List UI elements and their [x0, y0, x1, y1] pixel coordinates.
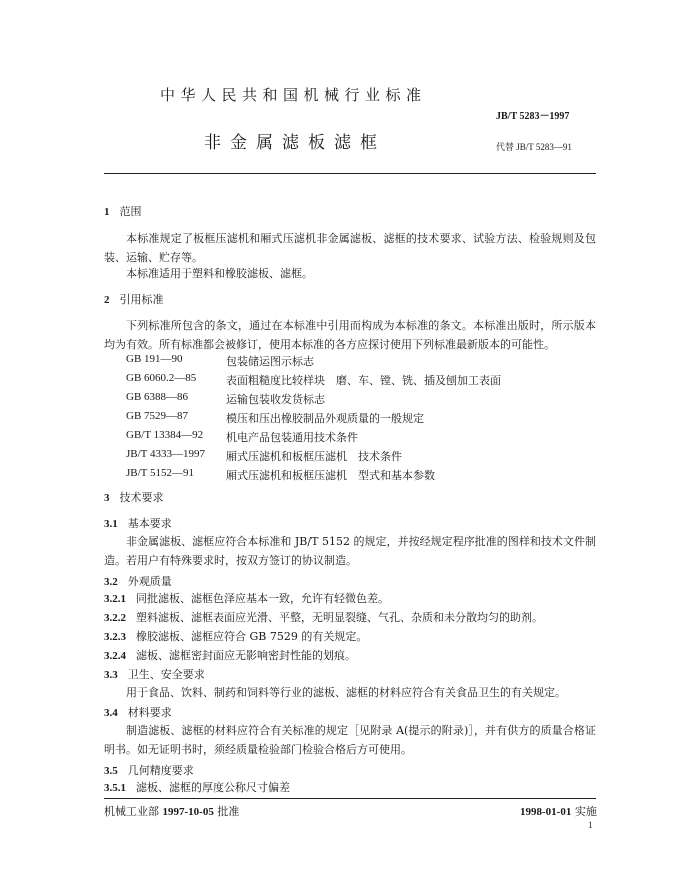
section-2-paragraph-1: 下列标准所包含的条文，通过在本标准中引用而构成为本标准的条文。本标准出版时，所示版本均为有效。所有标准都会被修订，使用本标准的各方应探讨使用下列标准最新版本的可能性。: [104, 319, 596, 351]
clause-number: 3.2.1: [104, 593, 126, 605]
clause-text: 滤板、滤框的厚度公称尺寸偏差: [136, 781, 290, 794]
issuer: 机械工业部: [104, 805, 159, 818]
ref-code-1: GB 191—90: [126, 353, 183, 365]
section-title: 范围: [119, 205, 142, 218]
ref-title-2: 表面粗糙度比较样块 磨、车、镗、铣、插及刨加工表面: [226, 374, 501, 387]
section-3-2-heading: [104, 573, 172, 589]
section-1-heading: [104, 203, 142, 219]
section-title: 几何精度要求: [127, 764, 194, 777]
approval-line: [104, 803, 239, 819]
section-number: 3.2: [104, 576, 118, 588]
section-3-3-heading: [104, 666, 205, 682]
clause-number: 3.2.2: [104, 612, 126, 624]
section-title: 材料要求: [127, 706, 172, 719]
effective-line: [520, 803, 597, 819]
clause-3-2-3: [104, 628, 367, 644]
header-divider: [104, 173, 596, 174]
section-3-4-heading: [104, 704, 172, 720]
section-number: 2: [104, 294, 110, 306]
effective-label: 实施: [574, 805, 597, 818]
ref-code-3: GB 6388—86: [126, 391, 189, 403]
section-number: 3.4: [104, 707, 118, 719]
clause-3-2-1: [104, 590, 389, 606]
section-3-1-paragraph: 非金属滤板、滤框应符合本标准和 JB/T 5152 的规定，并按经规定程序批准的图样和技术文件制造。若用户有特殊要求时，按双方签订的协议制造。: [104, 535, 596, 567]
section-title: 基本要求: [127, 517, 172, 530]
ref-title-7: 厢式压滤机和板框压滤机 型式和基本参数: [226, 469, 435, 482]
clause-3-2-2: [104, 609, 543, 625]
ref-title-6: 厢式压滤机和板框压滤机 技术条件: [226, 450, 402, 463]
section-number: 3.5: [104, 765, 118, 777]
section-title: 引用标准: [119, 293, 164, 306]
ref-title-4: 模压和压出橡胶制品外观质量的一般规定: [226, 412, 424, 425]
section-number: 3.3: [104, 669, 118, 681]
clause-text: 塑料滤板、滤框表面应光滑、平整，无明显裂缝、气孔、杂质和未分散均匀的助剂。: [136, 611, 543, 624]
clause-text: 橡胶滤板、滤框应符合 GB 7529 的有关规定。: [136, 630, 368, 643]
clause-3-5-1: [104, 779, 290, 795]
section-title: 卫生、安全要求: [127, 668, 205, 681]
ref-title-5: 机电产品包装通用技术条件: [226, 431, 358, 444]
section-title: 技术要求: [119, 491, 164, 504]
approve-label: 批准: [217, 805, 240, 818]
section-3-5-heading: [104, 762, 194, 778]
effective-date: 1998-01-01: [520, 806, 572, 818]
page-number: 1: [588, 820, 593, 830]
section-1-paragraph-2: 本标准适用于塑料和橡胶滤板、滤框。: [126, 267, 313, 280]
section-number: 1: [104, 206, 110, 218]
section-3-4-paragraph: 制造滤板、滤框的材料应符合有关标准的规定［见附录 A(提示的附录)］，并有供方的质量合格证明书。如无证明书时，须经质量检验部门检验合格后方可使用。: [104, 724, 596, 756]
section-1-paragraph-1: 本标准规定了板框压滤机和厢式压滤机非金属滤板、滤框的技术要求、试验方法、检验规则及包装、运输、贮存等。: [104, 232, 596, 264]
section-3-3-paragraph: 用于食品、饮料、制药和饲料等行业的滤板、滤框的材料应符合有关食品卫生的有关规定。: [126, 686, 566, 699]
replaces-note: 代替 JB/T 5283—91: [496, 142, 572, 152]
section-3-heading: [104, 489, 164, 505]
ref-code-4: GB 7529—87: [126, 410, 189, 422]
ref-code-6: JB/T 4333—1997: [126, 448, 205, 460]
document-title: 非金属滤板滤框: [204, 133, 386, 153]
section-number: 3: [104, 492, 110, 504]
clause-3-2-4: [104, 647, 356, 663]
section-title: 外观质量: [127, 575, 172, 588]
ref-code-2: GB 6060.2—85: [126, 372, 197, 384]
clause-number: 3.2.3: [104, 631, 126, 643]
ref-code-7: JB/T 5152—91: [126, 467, 194, 479]
clause-number: 3.2.4: [104, 650, 126, 662]
ref-code-5: GB/T 13384—92: [126, 429, 204, 441]
ref-title-3: 运输包装收发货标志: [226, 393, 325, 406]
ref-title-1: 包装储运图示标志: [226, 355, 314, 368]
footer-divider: [104, 798, 596, 799]
clause-number: 3.5.1: [104, 782, 126, 794]
section-2-heading: [104, 291, 164, 307]
section-number: 3.1: [104, 518, 118, 530]
standard-title: 中华人民共和国机械行业标准: [160, 86, 427, 104]
approve-date: 1997-10-05: [162, 806, 214, 818]
standard-code: JB/T 5283－1997: [496, 111, 570, 122]
clause-text: 同批滤板、滤框色泽应基本一致，允许有轻微色差。: [136, 592, 389, 605]
section-3-1-heading: [104, 515, 172, 531]
clause-text: 滤板、滤框密封面应无影响密封性能的划痕。: [136, 649, 356, 662]
